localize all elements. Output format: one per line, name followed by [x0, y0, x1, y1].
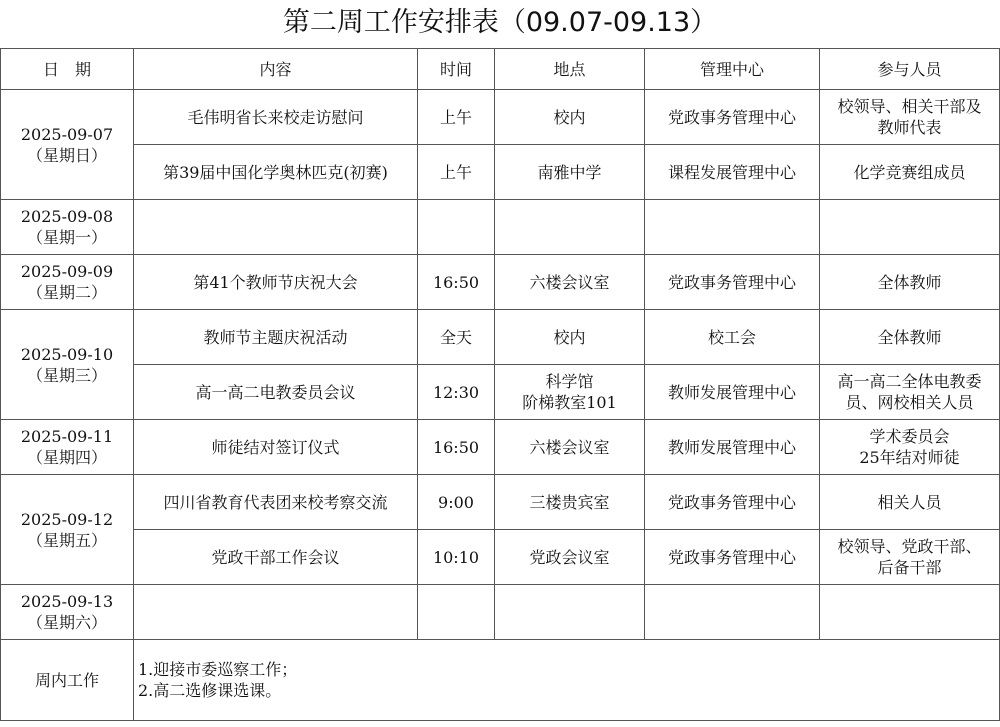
location-cell: 南雅中学 [495, 145, 645, 200]
content-cell: 高一高二电教委员会议 [134, 365, 418, 420]
date-text: 2025-09-11 [20, 427, 114, 446]
header-location: 地点 [495, 49, 645, 90]
participants-cell: 化学竞赛组成员 [820, 145, 1000, 200]
participants-cell [820, 90, 1000, 145]
center-cell: 党政事务管理中心 [645, 530, 820, 585]
time-cell [418, 585, 495, 640]
location-line: 阶梯教室101 [522, 393, 617, 412]
table-row [1, 310, 1000, 365]
participants-cell [820, 585, 1000, 640]
time-cell: 全天 [418, 310, 495, 365]
header-participants: 参与人员 [820, 49, 1000, 90]
location-cell: 党政会议室 [495, 530, 645, 585]
participants-line: 学术委员会 [869, 427, 950, 446]
date-text: 2025-09-08 [20, 207, 114, 226]
participants-line: 25年结对师徒 [859, 448, 960, 467]
content-cell: 教师节主题庆祝活动 [134, 310, 418, 365]
header-row [1, 49, 1000, 90]
center-cell: 党政事务管理中心 [645, 255, 820, 310]
date-text: 2025-09-10 [20, 344, 114, 364]
header-center: 管理中心 [645, 49, 820, 90]
weekday-text: （星期日） [26, 145, 107, 165]
schedule-table [0, 48, 1000, 721]
weekly-row [1, 640, 1000, 721]
content-cell [134, 585, 418, 640]
date-cell [1, 255, 134, 310]
time-cell: 16:50 [418, 255, 495, 310]
page-title: 第二周工作安排表（09.07-09.13） [282, 7, 718, 38]
table-row [1, 145, 1000, 200]
time-cell [418, 200, 495, 255]
participants-cell [820, 530, 1000, 585]
participants-cell: 全体教师 [820, 310, 1000, 365]
weekday-text: （星期四） [26, 448, 107, 467]
content-cell: 第39届中国化学奥林匹克(初赛) [134, 145, 418, 200]
date-cell [1, 310, 134, 420]
center-cell: 课程发展管理中心 [645, 145, 820, 200]
date-text: 2025-09-12 [20, 509, 114, 529]
weekly-content [134, 640, 1000, 721]
weekday-text: （星期二） [26, 283, 107, 302]
center-cell: 党政事务管理中心 [645, 90, 820, 145]
table-row [1, 255, 1000, 310]
date-text: 2025-09-07 [20, 124, 114, 144]
table-row [1, 475, 1000, 530]
participants-line: 校领导、相关干部及 [837, 97, 982, 116]
time-cell: 上午 [418, 90, 495, 145]
center-cell: 教师发展管理中心 [645, 420, 820, 475]
weekday-text: （星期三） [26, 365, 107, 385]
center-cell: 校工会 [645, 310, 820, 365]
date-cell [1, 420, 134, 475]
location-cell [495, 585, 645, 640]
time-cell: 上午 [418, 145, 495, 200]
location-cell: 六楼会议室 [495, 420, 645, 475]
content-cell: 师徒结对签订仪式 [134, 420, 418, 475]
location-cell [495, 200, 645, 255]
center-cell [645, 200, 820, 255]
time-cell: 16:50 [418, 420, 495, 475]
header-content: 内容 [134, 49, 418, 90]
participants-line: 员、网校相关人员 [845, 393, 974, 412]
weekday-text: （星期一） [26, 228, 107, 247]
participants-cell [820, 420, 1000, 475]
date-cell [1, 90, 134, 200]
table-row [1, 585, 1000, 640]
location-cell: 六楼会议室 [495, 255, 645, 310]
date-cell [1, 475, 134, 585]
table-row [1, 365, 1000, 420]
date-text: 2025-09-09 [20, 262, 114, 281]
weekly-label: 周内工作 [1, 640, 134, 721]
center-cell: 教师发展管理中心 [645, 365, 820, 420]
date-cell [1, 585, 134, 640]
content-cell: 党政干部工作会议 [134, 530, 418, 585]
weekly-item: 2.高二选修课选课。 [138, 681, 282, 700]
location-cell: 三楼贵宾室 [495, 475, 645, 530]
time-cell: 12:30 [418, 365, 495, 420]
header-time: 时间 [418, 49, 495, 90]
center-cell [645, 585, 820, 640]
participants-cell: 相关人员 [820, 475, 1000, 530]
location-line: 科学馆 [545, 372, 594, 391]
weekday-text: （星期六） [26, 613, 107, 632]
participants-line: 教师代表 [877, 118, 942, 137]
location-cell: 校内 [495, 310, 645, 365]
weekly-item: 1.迎接市委巡察工作； [138, 660, 298, 679]
content-cell: 四川省教育代表团来校考察交流 [134, 475, 418, 530]
table-row [1, 530, 1000, 585]
table-row [1, 200, 1000, 255]
time-cell: 10:10 [418, 530, 495, 585]
content-cell: 第41个教师节庆祝大会 [134, 255, 418, 310]
date-cell [1, 200, 134, 255]
weekday-text: （星期五） [26, 530, 107, 550]
participants-line: 高一高二全体电教委 [837, 372, 982, 391]
content-cell [134, 200, 418, 255]
table-row [1, 420, 1000, 475]
participants-cell [820, 365, 1000, 420]
participants-line: 后备干部 [877, 558, 942, 577]
participants-cell: 全体教师 [820, 255, 1000, 310]
location-cell: 校内 [495, 90, 645, 145]
date-text: 2025-09-13 [20, 592, 114, 611]
participants-line: 校领导、党政干部、 [837, 537, 982, 556]
time-cell: 9:00 [418, 475, 495, 530]
header-date: 日 期 [1, 49, 134, 90]
table-row [1, 90, 1000, 145]
location-cell [495, 365, 645, 420]
center-cell: 党政事务管理中心 [645, 475, 820, 530]
content-cell: 毛伟明省长来校走访慰问 [134, 90, 418, 145]
participants-cell [820, 200, 1000, 255]
